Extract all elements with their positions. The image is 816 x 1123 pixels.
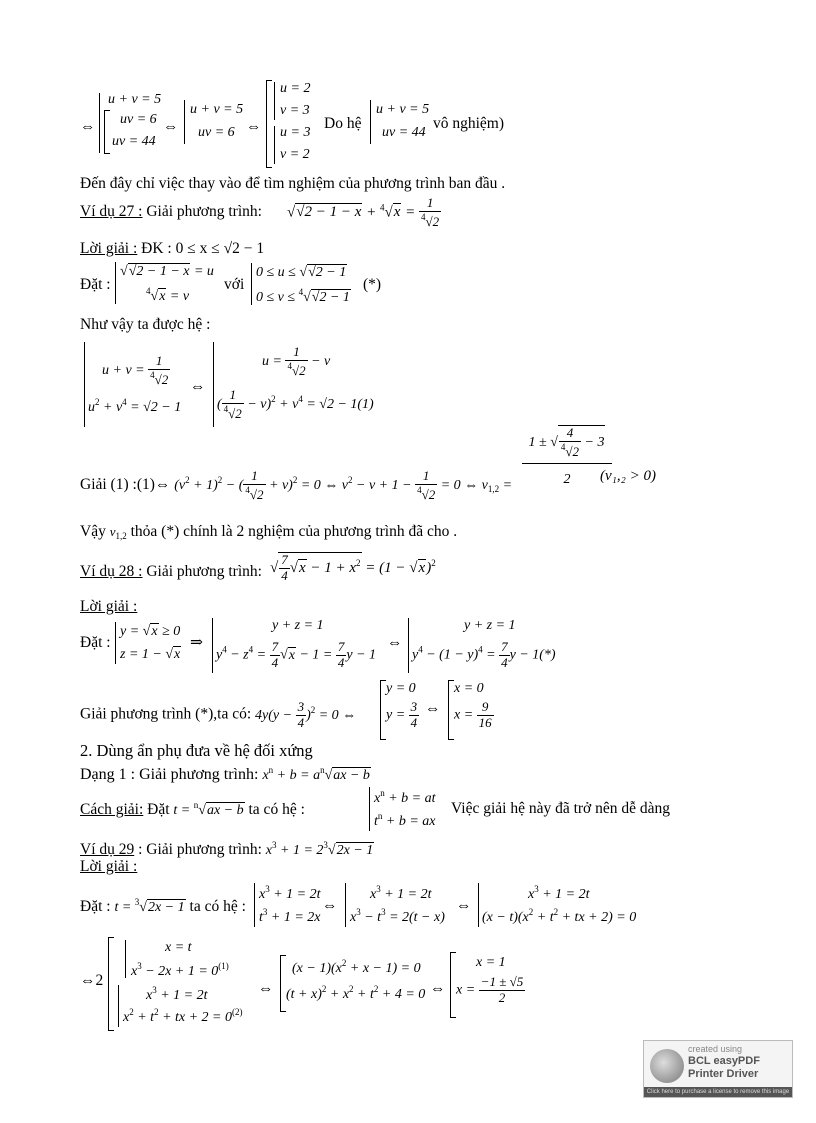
implies-arrow: ⇒	[190, 634, 203, 651]
form-1-text: Dạng 1 : Giải phương trình:	[80, 766, 259, 783]
sys-eq: uv = 44	[112, 134, 156, 149]
example-text: Giải phương trình:	[146, 563, 262, 580]
sys-eq: uv = 6	[120, 112, 157, 127]
equiv-arrow: ⇔	[387, 634, 403, 651]
sys-eq: y + z = 1	[272, 618, 324, 633]
solve-eq: $(v^2 + 1)^2$ − ( $\frac{1}{^4√2}$ + v)$^2$ = 0 ⇔ $v^2 - v + 1$ − $\frac{1}{^4√2}$ = 0 ⇔ $v_{1,2}$ =	[174, 468, 513, 502]
sys-eq: $y^4 - (1 - y)^4$ = $\frac{7}{4}$ y − 1(*)	[412, 639, 556, 670]
example-29-heading: Ví dụ 29 : Giải phương trình: $x^3 + 1 = 2^3√2x - 1$	[80, 840, 374, 858]
sys-brace	[213, 342, 214, 427]
sys-eq: u + v = 5	[190, 102, 244, 117]
sys-eq: x = 1	[476, 955, 506, 970]
sys-eq: x = 0	[454, 681, 484, 696]
sys-brace	[115, 262, 116, 304]
sys-eq: $x^3 - 2x + 1 = 0^{(1)}$	[131, 961, 229, 979]
example-label: Ví dụ 27 :	[80, 203, 143, 220]
solution-label: Lời giải :	[80, 858, 138, 875]
sys-eq: u + v = 5	[108, 92, 162, 107]
method-tail: Việc giải hệ này đã trở nên dễ dàng	[451, 800, 671, 817]
note-text: vô nghiệm)	[433, 115, 505, 132]
sys-eq: $x^3 + 1 = 2t$	[370, 884, 432, 902]
equiv-arrow: ⇔	[425, 700, 441, 717]
sys-bracket	[108, 937, 114, 1031]
sys-eq: z = 1 − √x	[120, 647, 181, 662]
conclusion-post: thỏa (*) chính là 2 nghiệm của phương trình đã cho .	[130, 523, 458, 540]
sys-eq: $x^3 + 1 = 2t$	[259, 884, 321, 902]
set-label: Đặt :	[80, 276, 111, 293]
sys-eq: v = 3	[280, 103, 310, 118]
sys-brace	[478, 883, 479, 927]
section-title: 2. Dùng ẩn phụ đưa về hệ đối xứng	[80, 741, 313, 760]
sys-eq: u = 2	[280, 81, 311, 96]
sys-bracket	[104, 110, 110, 154]
solve-line-28: Giải phương trình (*),ta có: 4y(y − $\frac{3}{4}$ )$^2$ = 0 ⇔	[80, 699, 357, 730]
sys-eq: $t^3 + 1 = 2x$	[259, 907, 321, 925]
conclusion-pre: Vậy	[80, 523, 106, 540]
solve-line-27	[80, 469, 512, 503]
sys-brace	[254, 883, 255, 927]
example-text: Giải phương trình:	[146, 203, 262, 220]
sys-eq: v = 2	[280, 147, 310, 162]
set-label: Đặt :	[80, 898, 111, 915]
sys-eq: y = 0	[386, 681, 416, 696]
form-1: Dạng 1 : Giải phương trình: $x^n + b = a^n√ax - b$	[80, 765, 370, 783]
sys-brace	[370, 100, 371, 144]
sys-eq: 0 ≤ u ≤ √√2 − 1	[256, 265, 347, 280]
watermark-line: BCL easyPDF	[688, 1055, 760, 1067]
sys-eq: u + v = 5	[376, 102, 430, 117]
equation-28: √ $\frac{7}{4}$ $√x - 1 + x^2 = (1 - √x)^2$	[270, 552, 436, 583]
sys-eq: y + z = 1	[464, 618, 516, 633]
sys-eq: $u^2 + v^4 = √2 - 1$	[88, 397, 182, 415]
sys-brace	[115, 622, 116, 664]
sys-eq: u = 3	[280, 125, 311, 140]
method-mid: ta có hệ :	[248, 801, 305, 818]
sys-brace	[251, 263, 252, 305]
watermark-line: Printer Driver	[688, 1068, 759, 1080]
equiv-arrow: ⇔	[246, 118, 262, 135]
sys-brace	[184, 100, 185, 144]
paragraph: Như vậy ta được hệ :	[80, 316, 211, 333]
method-text: Đặt	[147, 801, 170, 818]
sys-eq: uv = 44	[382, 125, 426, 140]
sys-eq: 0 ≤ v ≤ $^4$√√2 − 1	[256, 287, 350, 305]
example-27-heading	[80, 203, 262, 222]
set-mid: ta có hệ :	[189, 898, 246, 915]
v12-cond: (v₁,₂ > 0)	[600, 468, 656, 484]
sys-eq: $x^2 + t^2$ + tx + $2 = 0^{(2)}$	[123, 1007, 243, 1025]
equiv-arrow: ⇔2	[80, 972, 104, 989]
sys-eq: $x^3 - t^3 = 2(t - x)$	[350, 907, 445, 925]
v12-formula: 1 ± √ $\frac{4}{^4√2}$ − 3 2	[522, 425, 612, 489]
sys-brace	[84, 342, 85, 427]
sys-eq: $(t + x)^2 + x^2 + t^2 + 4 = 0$	[286, 984, 426, 1002]
sys-eq: $x^3 + 1 = 2t$	[528, 884, 590, 902]
equiv-arrow: ⇔	[322, 897, 338, 914]
sys-eq: $(x - t)(x^2 + t^2$ + tx + 2) = 0	[482, 907, 637, 925]
equiv-arrow: ⇔	[258, 980, 274, 997]
sys-brace	[212, 618, 213, 673]
sys-eq: u = $\frac{1}{^4√2}$ − v	[262, 344, 331, 378]
watermark-purchase-link[interactable]: Click here to purchase a license to remove this image	[644, 1087, 792, 1097]
sys-eq: $^4$√x = v	[146, 286, 190, 304]
solution-27	[80, 240, 264, 259]
sys-eq: $t^n + b$ = ax	[374, 811, 436, 829]
pdf-watermark[interactable]	[643, 1040, 793, 1098]
method-line: Cách giải: Đặt t = $^n$√ax − b ta có hệ :	[80, 800, 305, 818]
sys-eq: $x^3 + 1 = 2t$	[146, 985, 208, 1003]
equiv-arrow: ⇔	[163, 118, 179, 135]
example-text: : Giải phương trình:	[138, 841, 262, 858]
example-28-heading	[80, 563, 262, 582]
equation-27: √√2 − 1 − x + $^4$√x = $\frac{1}{^4√2}$	[287, 195, 440, 229]
example-label: Ví dụ 28 :	[80, 563, 143, 580]
sys-brace	[274, 82, 275, 120]
sys-eq: y = √x ≥ 0	[120, 624, 181, 639]
sys-eq: u + v = $\frac{1}{^4√2}$	[102, 353, 169, 387]
equiv-arrow: ⇔	[456, 897, 472, 914]
sys-eq: x = t	[165, 940, 192, 955]
solution-label: Lời giải :	[80, 598, 138, 615]
sys-eq: uv = 6	[198, 125, 235, 140]
sys-bracket	[266, 80, 272, 168]
equiv-arrow: ⇔	[80, 118, 96, 135]
sys-eq: $(x - 1)(x^2 + x - 1) = 0$	[292, 958, 421, 976]
sys-brace	[345, 883, 346, 927]
sys-eq: x = $\frac{9}{16}$	[454, 699, 492, 730]
with-text: với	[224, 276, 245, 293]
sys-eq: $x^n + b$ = at	[374, 788, 436, 806]
sys-brace	[369, 787, 370, 831]
printer-logo-icon	[650, 1049, 684, 1083]
condition: ĐK : 0 ≤ x ≤ √2 − 1	[141, 240, 265, 257]
equiv-arrow: ⇔	[190, 378, 206, 395]
set-label: Đặt :	[80, 634, 111, 651]
paragraph: Đến đây chỉ việc thay vào để tìm nghiệm của phương trình ban đầu .	[80, 175, 506, 192]
watermark-line: created using	[688, 1044, 743, 1054]
sys-eq: x = $\frac{-1 \pm √5}{2}$	[456, 974, 524, 1005]
note-text: Do hệ	[324, 115, 362, 132]
sys-eq: $y^4 - z^4$ = $\frac{7}{4}$ √x − 1 = $\frac{7}{4}$ y − 1	[216, 639, 377, 670]
method-label: Cách giải:	[80, 801, 144, 818]
sys-brace	[99, 93, 100, 153]
sys-brace	[274, 126, 275, 164]
sys-brace	[125, 940, 126, 978]
conclusion-27: Vậy $v_{1,2}$ thỏa (*) chính là 2 nghiệm của phương trình đã cho .	[80, 523, 458, 541]
sys-eq: √√2 − 1 − x = u	[120, 264, 214, 279]
star-mark: (*)	[363, 276, 382, 293]
solve-label: Giải (1) :(1)⇔	[80, 476, 171, 494]
equiv-arrow: ⇔	[430, 980, 446, 997]
set-line-29: Đặt : t = $^3$√2x − 1 ta có hệ :	[80, 897, 246, 915]
sys-brace	[118, 985, 119, 1027]
sys-eq: ( $\frac{1}{^4√2}$ − $v)^2 + v^4 = √2 - 1(1)$	[217, 387, 374, 421]
solve-text: Giải phương trình (*),ta có:	[80, 705, 252, 723]
example-label: Ví dụ 29	[80, 841, 135, 858]
solution-label: Lời giải :	[80, 240, 138, 257]
sys-eq: y = $\frac{3}{4}$	[386, 699, 418, 730]
sys-brace	[408, 618, 409, 673]
